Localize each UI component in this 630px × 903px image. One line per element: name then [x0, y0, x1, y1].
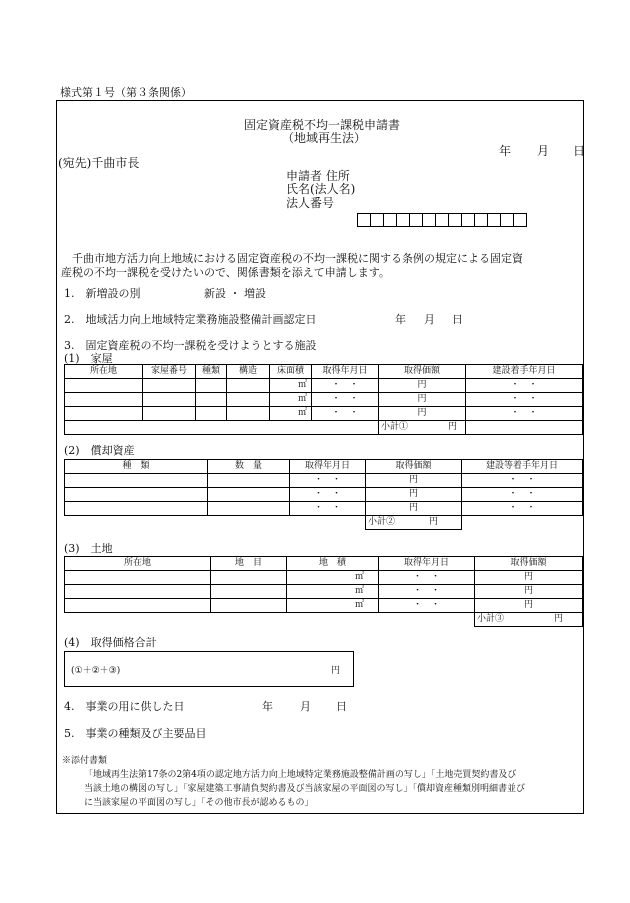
construction-date-cell[interactable]: ・ ・ — [466, 379, 583, 393]
structure-cell[interactable] — [227, 379, 270, 393]
acquired-price-cell[interactable]: 円 — [366, 488, 462, 502]
acquired-price-cell[interactable]: 円 — [379, 407, 466, 421]
location-cell[interactable] — [65, 407, 143, 421]
item-4-year: 年 — [262, 700, 273, 713]
total-section-label: (4) 取得価格合計 — [64, 636, 157, 649]
acquired-price-cell[interactable]: 円 — [366, 474, 462, 488]
item-2-year: 年 — [395, 313, 406, 326]
item-1-label: 1. 新増設の別 — [64, 287, 141, 300]
applicant-address-label: 申請者 住所 — [286, 169, 350, 183]
floor-area-cell[interactable]: ㎡ — [270, 379, 312, 393]
header-cell: 建設等着手年月日 — [462, 460, 583, 474]
date-month: 月 — [537, 144, 550, 158]
structure-cell[interactable] — [227, 407, 270, 421]
digit-box[interactable] — [435, 213, 449, 227]
subtotal-blank — [466, 421, 583, 435]
corp-number-label: 法人番号 — [286, 196, 335, 210]
subtotal-3-yen: 円 — [554, 614, 564, 624]
subtotal-1-cell[interactable] — [379, 421, 466, 435]
land-header-row — [65, 557, 583, 571]
item-4-label: 4. 事業の用に供した日 — [64, 700, 185, 713]
digit-box[interactable] — [487, 213, 501, 227]
digit-box[interactable] — [422, 213, 436, 227]
land-area-cell[interactable]: ㎡ — [287, 585, 379, 599]
item-4-day: 日 — [336, 700, 347, 713]
table-row[interactable] — [65, 474, 583, 488]
construction-date-cell[interactable]: ・ ・ — [466, 407, 583, 421]
digit-box[interactable] — [474, 213, 488, 227]
floor-area-cell[interactable]: ㎡ — [270, 407, 312, 421]
item-2-label: 2. 地域活力向上地域特定業務施設整備計画認定日 — [64, 313, 317, 326]
quantity-cell[interactable] — [208, 502, 290, 516]
header-cell: 床面積 — [270, 365, 312, 379]
subtotal-3-label: 小計③ — [477, 614, 505, 624]
digit-box[interactable] — [513, 213, 527, 227]
house-number-cell[interactable] — [143, 407, 196, 421]
acquired-date-cell[interactable]: ・ ・ — [290, 488, 366, 502]
table-row[interactable] — [65, 571, 583, 585]
header-cell: 取得価額 — [475, 557, 583, 571]
location-cell[interactable] — [65, 571, 211, 585]
acquired-date-cell[interactable]: ・ ・ — [312, 393, 379, 407]
depreciable-table — [64, 459, 583, 530]
date-day: 日 — [573, 144, 586, 158]
header-cell: 取得年月日 — [312, 365, 379, 379]
quantity-cell[interactable] — [208, 474, 290, 488]
header-cell: 取得年月日 — [379, 557, 475, 571]
digit-box[interactable] — [396, 213, 410, 227]
header-cell: 所在地 — [65, 365, 143, 379]
land-area-cell[interactable]: ㎡ — [287, 571, 379, 585]
header-cell: 種類 — [196, 365, 227, 379]
location-cell[interactable] — [65, 393, 143, 407]
land-area-cell[interactable]: ㎡ — [287, 599, 379, 613]
subtotal-1-label: 小計① — [381, 422, 409, 432]
intro-text-line-1: 千曲市地方活力向上地域における固定資産税の不均一課税に関する条例の規定による固定資 — [61, 252, 523, 265]
quantity-cell[interactable] — [208, 488, 290, 502]
header-cell: 所在地 — [65, 557, 211, 571]
header-cell: 建設着手年月日 — [466, 365, 583, 379]
acquired-price-cell[interactable]: 円 — [475, 585, 583, 599]
header-cell: 地 積 — [287, 557, 379, 571]
acquired-price-cell[interactable]: 円 — [379, 379, 466, 393]
intro-text-line-2: 産税の不均一課税を受けたいので、関係書類を添えて申請します。 — [61, 266, 390, 279]
total-formula: (①＋②＋③) — [71, 666, 121, 676]
item-3-label: 3. 固定資産税の不均一課税を受けようとする施設 — [64, 339, 317, 352]
item-1-value: 新設 ・ 増設 — [204, 287, 266, 300]
type-cell[interactable] — [196, 379, 227, 393]
subtotal-2-yen: 円 — [429, 517, 439, 527]
acquired-price-cell[interactable]: 円 — [366, 502, 462, 516]
construction-date-cell[interactable]: ・ ・ — [462, 474, 583, 488]
land-category-cell[interactable] — [211, 571, 287, 585]
header-cell: 数 量 — [208, 460, 290, 474]
acquired-date-cell[interactable]: ・ ・ — [379, 599, 475, 613]
header-cell: 取得価額 — [366, 460, 462, 474]
digit-box[interactable] — [370, 213, 384, 227]
subtotal-2-cell[interactable] — [366, 516, 462, 530]
table-row[interactable] — [65, 393, 583, 407]
digit-box[interactable] — [461, 213, 475, 227]
digit-box[interactable] — [383, 213, 397, 227]
land-section-label: (3) 土地 — [64, 542, 113, 555]
subtotal-blank — [462, 516, 583, 530]
header-cell: 取得価額 — [379, 365, 466, 379]
subtotal-spacer — [65, 421, 379, 435]
digit-box[interactable] — [357, 213, 371, 227]
table-row[interactable] — [65, 585, 583, 599]
subtotal-row — [65, 421, 583, 435]
subtotal-3-cell[interactable] — [475, 613, 583, 627]
structure-cell[interactable] — [227, 393, 270, 407]
house-section-label: (1) 家屋 — [64, 352, 113, 365]
type-cell[interactable] — [196, 407, 227, 421]
header-cell: 取得年月日 — [290, 460, 366, 474]
attachments-line-1: 「地域再生法第17条の2第4項の認定地方活力向上地域特定業務施設整備計画の写し」「土地売買契約書及び — [84, 770, 517, 780]
depreciable-header-row — [65, 460, 583, 474]
item-2-day: 日 — [452, 313, 463, 326]
type-cell[interactable] — [196, 393, 227, 407]
subtotal-1-yen: 円 — [448, 422, 458, 432]
construction-date-cell[interactable]: ・ ・ — [462, 502, 583, 516]
table-row[interactable] — [65, 407, 583, 421]
land-category-cell[interactable] — [211, 599, 287, 613]
house-number-cell[interactable] — [143, 393, 196, 407]
subtotal-spacer — [65, 516, 366, 530]
digit-box[interactable] — [409, 213, 423, 227]
addressee: (宛先)千曲市長 — [58, 156, 140, 170]
total-box[interactable] — [64, 651, 354, 687]
header-cell: 構造 — [227, 365, 270, 379]
attachments-line-2: 当該土地の構図の写し」「家屋建築工事請負契約書及び当該家屋の平面図の写し」「償却資産種類別明細書並び — [84, 784, 526, 794]
acquired-date-cell[interactable]: ・ ・ — [290, 474, 366, 488]
house-number-cell[interactable] — [143, 379, 196, 393]
acquired-date-cell[interactable]: ・ ・ — [312, 379, 379, 393]
house-table — [64, 364, 583, 435]
floor-area-cell[interactable]: ㎡ — [270, 393, 312, 407]
land-category-cell[interactable] — [211, 585, 287, 599]
form-subtitle: （地域再生法） — [282, 131, 367, 145]
form-number: 様式第１号（第３条関係） — [60, 86, 192, 99]
acquired-date-cell[interactable]: ・ ・ — [290, 502, 366, 516]
subtotal-row — [65, 613, 583, 627]
construction-date-cell[interactable]: ・ ・ — [466, 393, 583, 407]
applicant-name-label: 氏名(法人名) — [286, 182, 356, 196]
kind-cell[interactable] — [65, 488, 208, 502]
table-row[interactable] — [65, 502, 583, 516]
acquired-price-cell[interactable]: 円 — [475, 599, 583, 613]
table-row[interactable] — [65, 379, 583, 393]
kind-cell[interactable] — [65, 474, 208, 488]
construction-date-cell[interactable]: ・ ・ — [462, 488, 583, 502]
subtotal-row — [65, 516, 583, 530]
location-cell[interactable] — [65, 379, 143, 393]
house-header-row — [65, 365, 583, 379]
item-5-label: 5. 事業の種類及び主要品目 — [64, 727, 207, 740]
acquired-price-cell[interactable]: 円 — [475, 571, 583, 585]
digit-box[interactable] — [500, 213, 514, 227]
attachments-line-3: に当該家屋の平面図の写し」「その他市長が認めるもの」 — [84, 798, 314, 808]
acquired-date-cell[interactable]: ・ ・ — [379, 571, 475, 585]
acquired-date-cell[interactable]: ・ ・ — [379, 585, 475, 599]
acquired-price-cell[interactable]: 円 — [379, 393, 466, 407]
total-yen: 円 — [331, 666, 341, 676]
attachments-heading: ※添付書類 — [62, 756, 108, 766]
kind-cell[interactable] — [65, 502, 208, 516]
table-row[interactable] — [65, 488, 583, 502]
corp-number-boxes[interactable] — [358, 213, 527, 227]
depreciable-section-label: (2) 償却資産 — [64, 444, 135, 457]
digit-box[interactable] — [448, 213, 462, 227]
form-title: 固定資産税不均一課税申請書 — [244, 118, 401, 132]
location-cell[interactable] — [65, 585, 211, 599]
subtotal-spacer — [65, 613, 475, 627]
date-year: 年 — [499, 144, 512, 158]
land-table — [64, 556, 583, 627]
item-2-month: 月 — [424, 313, 435, 326]
item-4-month: 月 — [300, 700, 311, 713]
table-row[interactable] — [65, 599, 583, 613]
location-cell[interactable] — [65, 599, 211, 613]
acquired-date-cell[interactable]: ・ ・ — [312, 407, 379, 421]
header-cell: 家屋番号 — [143, 365, 196, 379]
header-cell: 地 目 — [211, 557, 287, 571]
subtotal-2-label: 小計② — [368, 517, 396, 527]
header-cell: 種 類 — [65, 460, 208, 474]
